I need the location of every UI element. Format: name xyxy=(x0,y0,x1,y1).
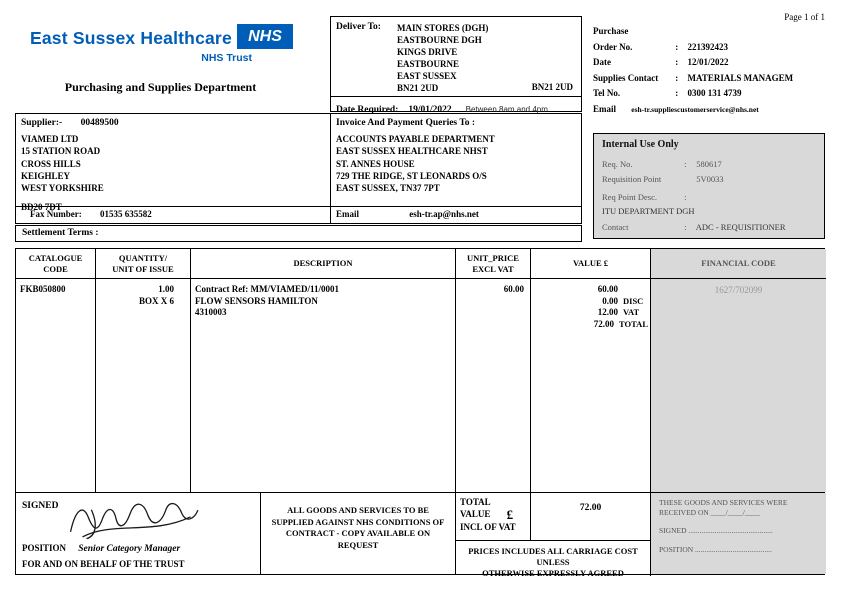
deliver-address-line: BN21 2UD xyxy=(397,83,439,93)
deliver-address-line: EASTBOURNE xyxy=(397,59,460,69)
deliver-address-line: MAIN STORES (DGH) xyxy=(397,23,489,33)
header-line: EXCL VAT xyxy=(472,264,514,274)
total-label-line: INCL OF VAT xyxy=(460,522,516,532)
req-point-row xyxy=(602,174,818,184)
column-unit-price xyxy=(456,249,531,492)
carriage-line: OTHERWISE EXPRESSLY AGREED xyxy=(482,568,624,578)
req-point-label: Requisition Point xyxy=(602,174,662,184)
deliver-divider xyxy=(331,96,581,97)
conditions-line: CONTRACT - COPY AVAILABLE ON REQUEST xyxy=(285,528,431,550)
req-point-value: 5V0033 xyxy=(696,174,724,184)
cell-catalogue-code: FKB050800 xyxy=(20,284,66,294)
invoice-email-row xyxy=(331,206,581,223)
req-no-value: 580617 xyxy=(696,159,722,169)
internal-use-title: Internal Use Only xyxy=(602,139,679,150)
order-table xyxy=(15,248,825,493)
invoice-address-line: EAST SUSSEX HEALTHCARE NHST xyxy=(336,146,488,157)
header-description: DESCRIPTION xyxy=(191,249,455,279)
colon: : xyxy=(675,72,679,83)
supplier-address-line: WEST YORKSHIRE xyxy=(21,183,104,194)
nhs-logo xyxy=(237,24,293,49)
supplier-address-line: 15 STATION ROAD xyxy=(21,146,101,157)
supplier-address-line: CROSS HILLS xyxy=(21,158,81,169)
value-amount: 12.00 xyxy=(597,307,618,317)
value-tag: TOTAL xyxy=(619,318,648,329)
supplier-box xyxy=(15,113,331,224)
received-line: RECEIVED ON ____/____/____ xyxy=(659,507,760,517)
column-financial-code xyxy=(651,249,826,492)
req-no-row xyxy=(602,159,818,169)
req-desc-row xyxy=(602,192,818,202)
po-email-label: Email xyxy=(593,103,617,114)
value-tag: VAT xyxy=(623,307,640,317)
header-value: VALUE £ xyxy=(531,249,650,279)
position-value: Senior Category Manager xyxy=(78,544,181,554)
po-order-label-2: Order No. xyxy=(593,41,633,52)
deliver-to-label: Deliver To: xyxy=(336,22,381,32)
description-line: Contract Ref: MM/VIAMED/11/0001 xyxy=(195,284,339,294)
carriage-note-cell xyxy=(456,541,651,576)
invoice-address-line: 729 THE RIDGE, ST LEONARDS O/S xyxy=(336,170,487,181)
deliver-address-line: EASTBOURNE DGH xyxy=(397,35,482,45)
supplier-row xyxy=(21,118,119,128)
deliver-to-address xyxy=(397,22,488,94)
conditions-line: ALL GOODS AND SERVICES TO BE xyxy=(287,505,429,515)
supplier-address-line: KEIGHLEY xyxy=(21,170,71,181)
po-tel-label: Tel No. xyxy=(593,88,621,98)
invoice-address-line: ACCOUNTS PAYABLE DEPARTMENT xyxy=(336,134,495,144)
deliver-postcode-right: BN21 2UD xyxy=(531,82,573,92)
invoice-address-line: EAST SUSSEX, TN37 7PT xyxy=(336,183,440,194)
header-unit-price xyxy=(456,249,530,279)
page-number: Page 1 of 1 xyxy=(784,12,825,22)
on-behalf-text: FOR AND ON BEHALF OF THE TRUST xyxy=(22,559,185,569)
received-cell xyxy=(651,493,826,574)
cell-unit-of-issue: BOX X 6 xyxy=(138,295,174,306)
signed-cell xyxy=(16,493,261,574)
po-tel-value: 0300 131 4739 xyxy=(687,88,742,98)
description-line: 4310003 xyxy=(195,307,227,317)
value-tag: DISC xyxy=(623,295,644,306)
colon: : xyxy=(684,192,687,202)
fax-value: 01535 635582 xyxy=(100,209,152,219)
po-order-row-2 xyxy=(593,42,833,53)
internal-contact-value: ADC - REQUISITIONER xyxy=(695,222,786,232)
internal-contact-label: Contact xyxy=(602,222,629,232)
invoice-address-line: ST. ANNES HOUSE xyxy=(336,158,415,169)
column-description xyxy=(191,249,456,492)
settlement-terms-box xyxy=(15,225,582,242)
po-contact-value: MATERIALS MANAGEM xyxy=(687,72,794,83)
po-date-row xyxy=(593,57,833,68)
nhs-trust-label: NHS Trust xyxy=(201,52,252,64)
value-amount: 0.00 xyxy=(602,295,618,306)
org-name: East Sussex Healthcare xyxy=(30,28,232,48)
internal-use-box xyxy=(593,133,825,239)
header-line: UNIT_PRICE xyxy=(467,253,519,263)
received-signed-line: SIGNED ............................................. xyxy=(659,526,773,535)
req-desc-label: Req Point Desc. xyxy=(602,192,658,202)
purchase-order-info xyxy=(593,26,833,119)
cell-unit-price: 60.00 xyxy=(503,284,524,294)
nhs-logo-text: NHS xyxy=(248,27,282,45)
conditions-line: SUPPLIED AGAINST NHS CONDITIONS OF xyxy=(271,516,445,527)
header-line: CATALOGUE xyxy=(28,253,83,263)
date-required-value: 19/01/2022 xyxy=(408,105,452,115)
total-label-line: VALUE xyxy=(460,509,491,519)
colon: : xyxy=(684,222,687,232)
value-line xyxy=(533,307,648,319)
column-catalogue xyxy=(16,249,96,492)
column-quantity xyxy=(96,249,191,492)
header-catalogue-code xyxy=(16,249,95,279)
deliver-address-line: EAST SUSSEX xyxy=(397,71,457,81)
supplier-postcode: BD20 7DT xyxy=(21,202,62,212)
internal-contact-row xyxy=(602,222,818,232)
po-order-no: 221392423 xyxy=(687,41,728,52)
po-date-value: 12/01/2022 xyxy=(687,57,729,67)
position-row xyxy=(22,543,180,554)
header-line: CODE xyxy=(43,264,68,274)
header-line: QUANTITY/ xyxy=(118,253,168,263)
header-financial-code: FINANCIAL CODE xyxy=(651,249,826,279)
req-no-label: Req. No. xyxy=(602,159,633,169)
po-date-label: Date xyxy=(593,57,611,67)
value-line xyxy=(533,284,648,296)
cell-financial-code: 1627/702099 xyxy=(714,285,763,295)
colon: : xyxy=(675,88,679,98)
total-label-row xyxy=(460,508,526,521)
value-amount: 72.00 xyxy=(593,318,615,329)
invoice-queries-address xyxy=(336,133,495,194)
received-position-line: POSITION ......................................... xyxy=(659,544,772,554)
footer-section xyxy=(15,492,825,578)
received-line: THESE GOODS AND SERVICES WERE xyxy=(659,498,788,507)
date-required-label: Date Required: xyxy=(336,105,399,115)
value-line xyxy=(533,319,648,331)
department-title: Purchasing and Supplies Department xyxy=(64,80,257,94)
deliver-to-box xyxy=(330,16,582,115)
pound-sign: £ xyxy=(506,507,514,522)
cell-description xyxy=(191,279,455,319)
deliver-address-line: KINGS DRIVE xyxy=(397,47,458,57)
po-order-row-1 xyxy=(593,26,833,37)
header-quantity xyxy=(96,249,190,279)
value-amount: 60.00 xyxy=(597,284,618,294)
colon: : xyxy=(684,159,687,169)
po-contact-row xyxy=(593,73,833,84)
total-value-cell: 72.00 xyxy=(531,493,651,541)
colon: : xyxy=(675,41,679,52)
column-value xyxy=(531,249,651,492)
total-label-cell xyxy=(456,493,531,541)
invoice-queries-box xyxy=(330,113,582,224)
po-tel-row xyxy=(593,88,833,99)
invoice-queries-title: Invoice And Payment Queries To : xyxy=(336,118,476,128)
req-desc-value: ITU DEPARTMENT DGH xyxy=(602,206,695,216)
cell-value-block xyxy=(531,279,650,330)
cell-quantity: 1.00 xyxy=(158,284,174,294)
description-line: FLOW SENSORS HAMILTON xyxy=(195,295,318,306)
header-line: UNIT OF ISSUE xyxy=(112,264,174,274)
date-required-note: Between 8am and 4pm xyxy=(465,105,548,114)
supplier-code: 00489500 xyxy=(80,118,119,128)
signed-label: SIGNED xyxy=(22,501,59,511)
cell-quantity-block xyxy=(96,279,190,307)
value-line xyxy=(533,296,648,308)
settlement-terms-label: Settlement Terms : xyxy=(22,228,99,238)
fax-label: Fax Number: xyxy=(30,209,82,219)
colon: : xyxy=(675,57,679,67)
po-order-label-1: Purchase xyxy=(593,26,629,36)
conditions-cell xyxy=(261,493,456,574)
po-email-row xyxy=(593,104,833,115)
carriage-line: PRICES INCLUDES ALL CARRIAGE COST UNLESS xyxy=(468,546,638,567)
po-contact-label: Supplies Contact xyxy=(593,72,659,83)
position-label: POSITION xyxy=(22,543,67,553)
invoice-email-label: Email xyxy=(336,209,360,219)
supplier-address xyxy=(21,133,104,194)
supplier-label: Supplier:- xyxy=(21,118,63,128)
fax-row xyxy=(16,206,330,223)
supplier-address-line: VIAMED LTD xyxy=(21,134,79,144)
po-email-value: esh-tr.suppliescustomerservice@nhs.net xyxy=(631,104,759,114)
signature xyxy=(64,494,204,540)
invoice-email-value: esh-tr.ap@nhs.net xyxy=(409,209,479,219)
total-label-line: TOTAL xyxy=(460,497,491,507)
